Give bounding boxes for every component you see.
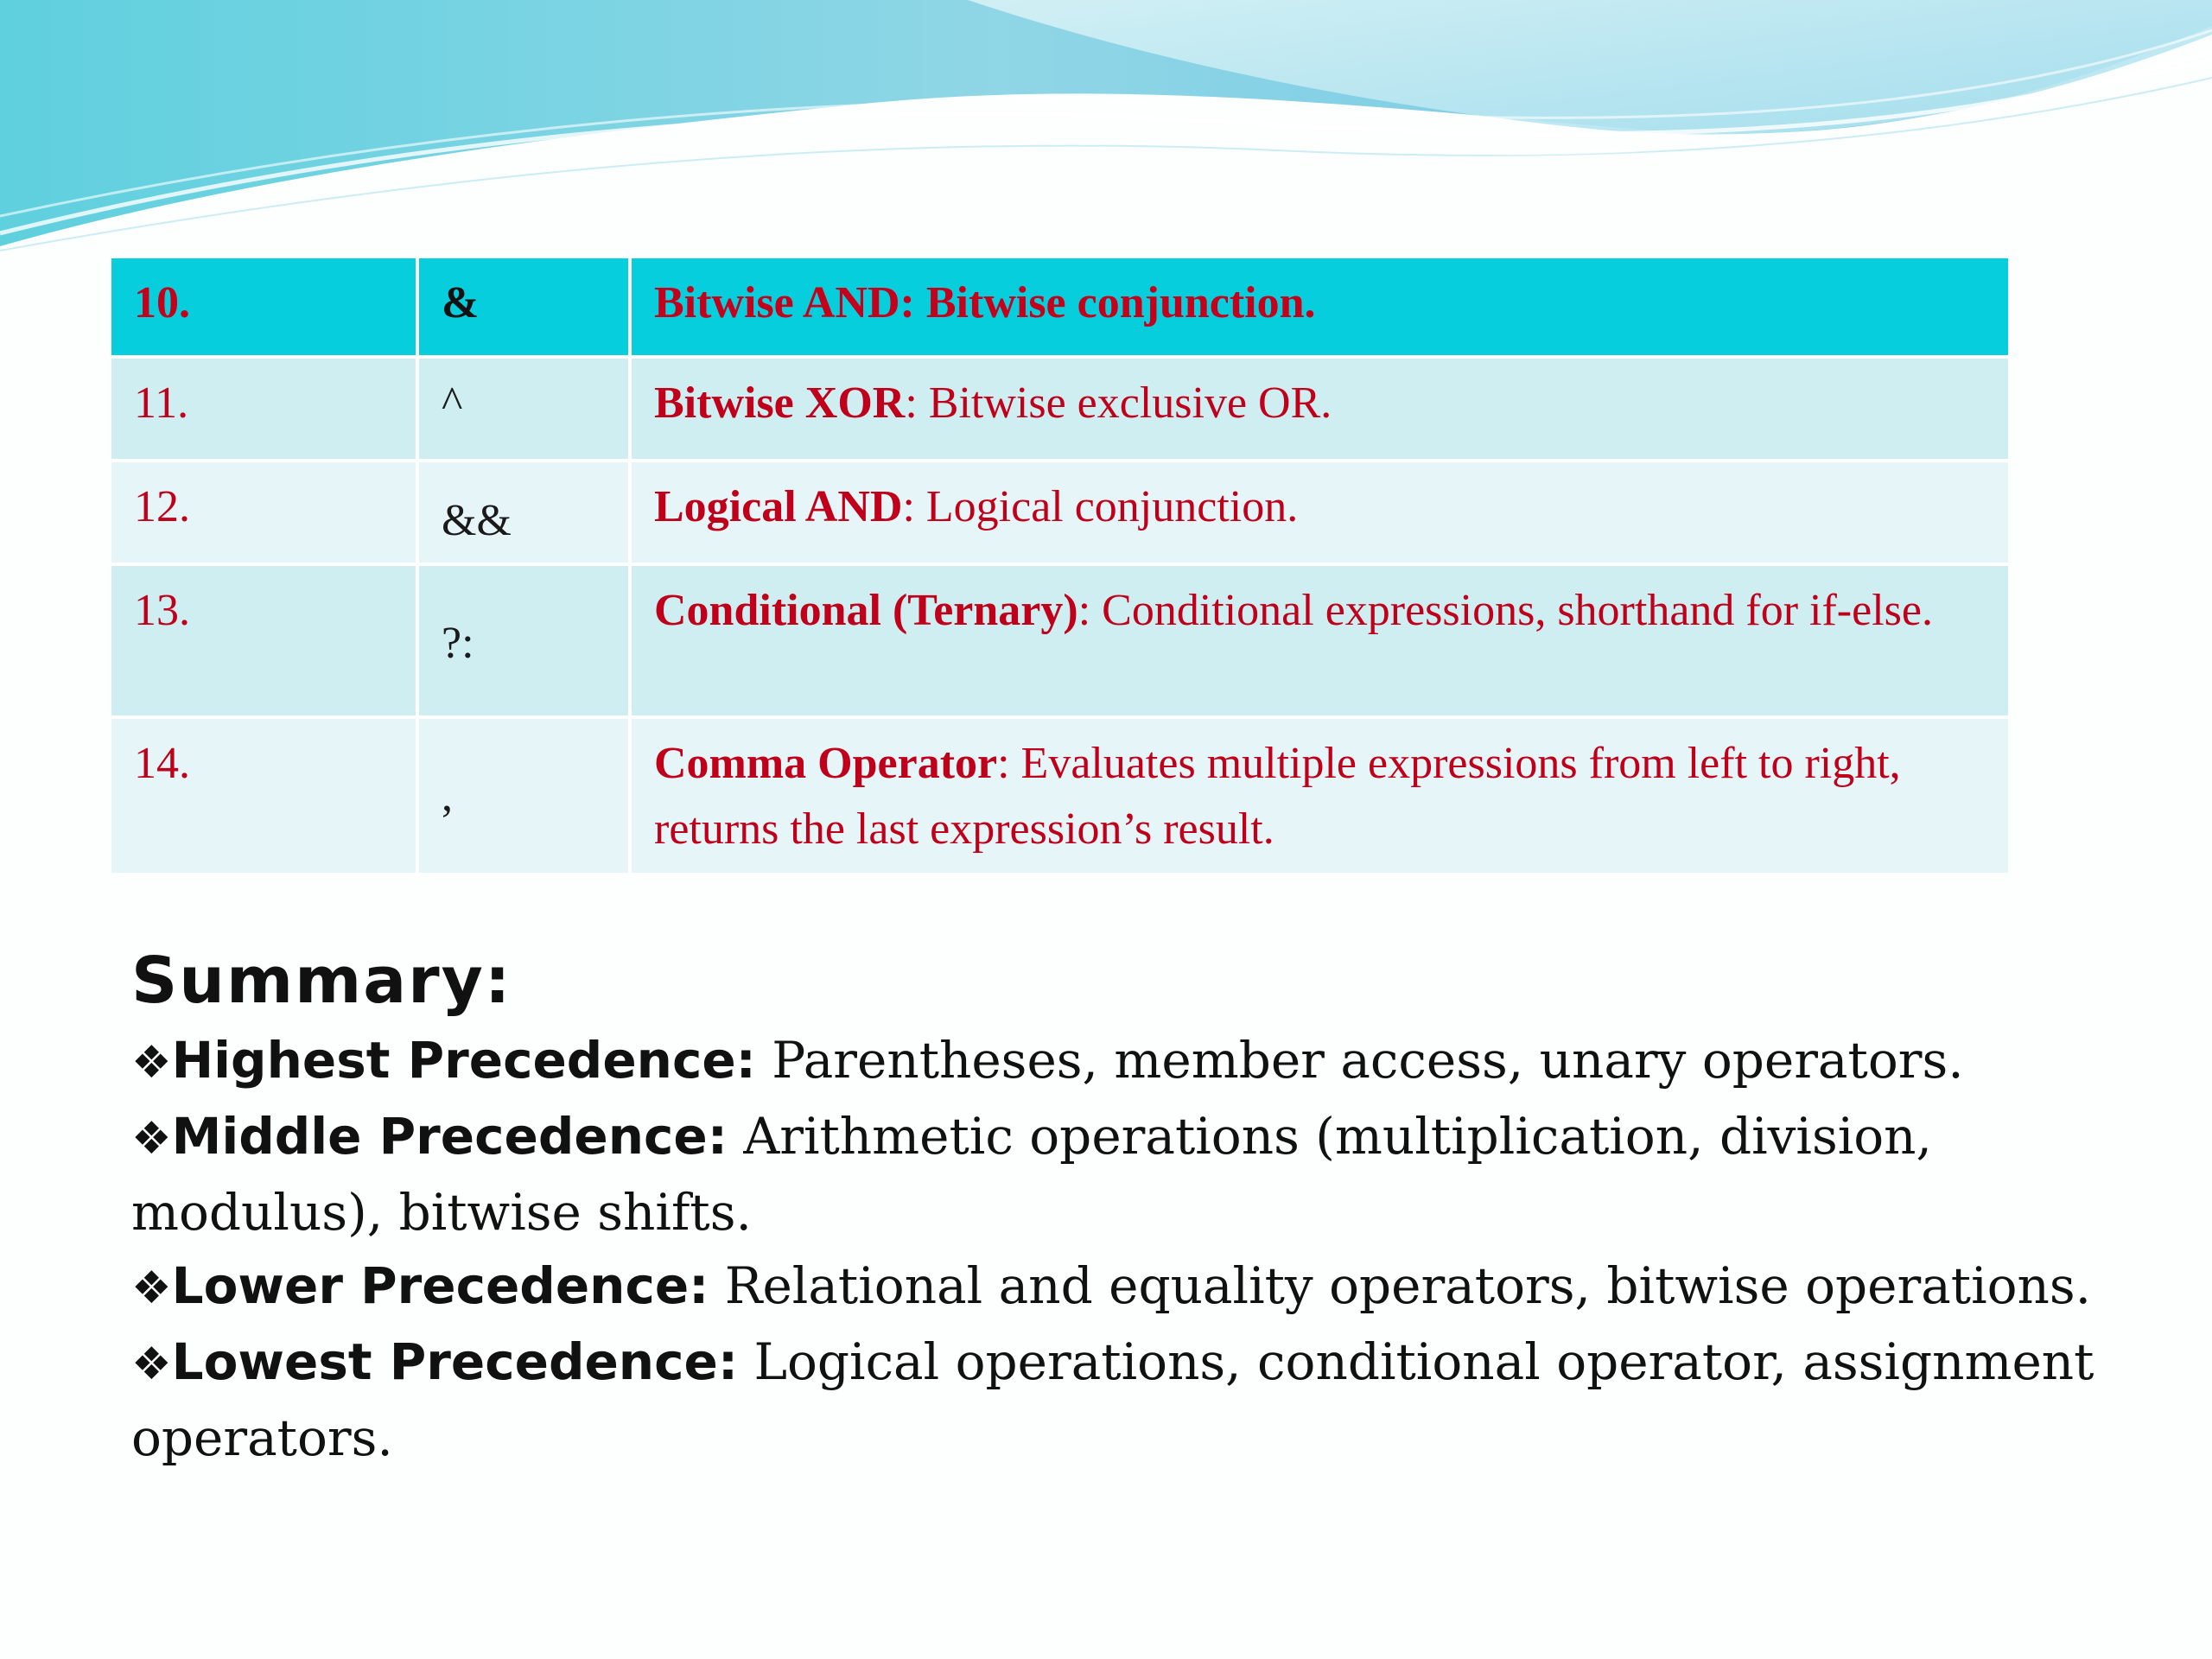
operator-name: Bitwise XOR (654, 378, 906, 428)
summary-bullet-highest (131, 1024, 2145, 1100)
row-number: 11. (111, 359, 419, 462)
operator-description (632, 359, 2008, 462)
diamond-bullet-icon: ❖ (131, 1338, 172, 1390)
operator-name: Logical AND (654, 482, 903, 531)
summary-bullet-lower (131, 1249, 2145, 1325)
operator-description (632, 462, 2008, 566)
summary-bullet-middle (131, 1100, 2145, 1249)
operator-precedence-table (111, 258, 2008, 873)
table-row (111, 566, 2008, 719)
operator-detail: : Bitwise exclusive OR. (905, 378, 1332, 428)
operator-symbol (419, 719, 632, 873)
operator-detail: : Logical conjunction. (902, 482, 1299, 531)
operator-detail: : Conditional expressions, shorthand for if-else. (1077, 586, 1933, 635)
operator-symbol-text: && (442, 496, 512, 545)
operator-symbol (419, 462, 632, 566)
bullet-text: Logical operations, conditional operator, assignment operators. (131, 1332, 2094, 1467)
diamond-bullet-icon: ❖ (131, 1113, 172, 1165)
diamond-bullet-icon: ❖ (131, 1262, 172, 1314)
operator-symbol: ^ (419, 359, 632, 462)
operator-name: Comma Operator (654, 739, 998, 788)
bullet-lead: Lower Precedence: (171, 1256, 709, 1315)
diamond-bullet-icon: ❖ (131, 1037, 172, 1089)
table-row (111, 359, 2008, 462)
operator-detail: : Evaluates multiple expressions from left to right, returns the last expression’s result. (654, 739, 1901, 854)
bullet-text: Relational and equality operators, bitwise operations. (709, 1256, 2092, 1315)
table-row (111, 719, 2008, 873)
bullet-lead: Lowest Precedence: (171, 1332, 739, 1391)
operator-description (632, 566, 2008, 719)
table-row (111, 462, 2008, 566)
operator-name: Bitwise AND: Bitwise conjunction. (654, 278, 1316, 327)
row-number: 12. (111, 462, 419, 566)
bullet-lead: Highest Precedence: (171, 1031, 756, 1090)
summary-title: Summary: (131, 944, 512, 1018)
summary-section (131, 938, 2145, 1475)
operator-symbol-text: , (442, 772, 453, 821)
operator-description (632, 258, 2008, 359)
bullet-lead: Middle Precedence: (171, 1107, 728, 1166)
decorative-wave-header (0, 0, 2212, 259)
bullet-text: Arithmetic operations (multiplication, division, modulus), bitwise shifts. (131, 1107, 1932, 1242)
operator-symbol: & (419, 258, 632, 359)
operator-name: Conditional (Ternary) (654, 586, 1078, 635)
row-number: 14. (111, 719, 419, 873)
row-number: 13. (111, 566, 419, 719)
operator-description (632, 719, 2008, 873)
row-number: 10. (111, 258, 419, 359)
summary-bullet-lowest (131, 1325, 2145, 1475)
table-row (111, 258, 2008, 359)
operator-symbol-text: ?: (442, 619, 474, 668)
bullet-text: Parentheses, member access, unary operators. (755, 1031, 1964, 1090)
operator-symbol (419, 566, 632, 719)
